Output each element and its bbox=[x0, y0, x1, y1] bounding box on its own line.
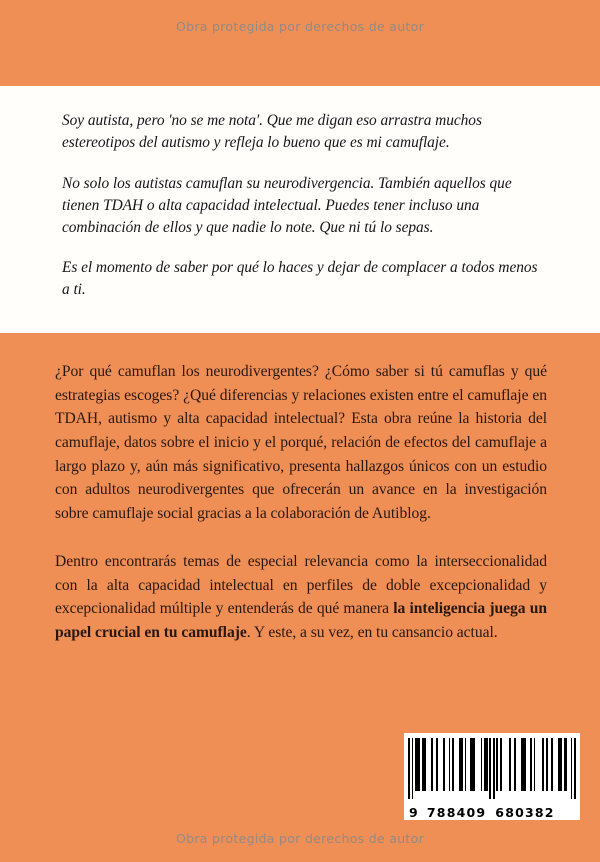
body-paragraph-1: ¿Por qué camuflan los neurodivergentes? ¿Cómo saber si tú camuflas y qué estrategias escoges? ¿Qué diferencias y relaciones existen entre el camuflaje en TDAH, autismo y alta capacidad intelectual? Esta obra reúne la historia del camuflaje, datos sobre el inicio y el porqué, relación de efectos del camuflaje a largo plazo y, aún más significativo, presenta hallazgos únicos con un estudio con adultos neurodivergentes que ofrecerán un avance en la investigación sobre camuflaje social gracias a la colaboración de Autiblog. bbox=[55, 363, 547, 523]
quote-paragraph-1: Soy autista, pero 'no se me nota'. Que me digan eso arrastra muchos estereotipos del autismo y refleja lo bueno que es mi camuflaje. bbox=[62, 112, 482, 151]
isbn-barcode bbox=[404, 733, 580, 820]
quote-panel-text bbox=[62, 110, 546, 301]
body-paragraph-2 bbox=[55, 550, 547, 645]
body-paragraph-2-lead: Dentro encontrarás temas de especial relevancia como la interseccionalidad con la alta capacidad intelectual en perfiles de doble excepcionalidad y excepcionalidad múltiple y entenderás de qué manera bbox=[55, 552, 547, 618]
barcode-group-left: 788409 bbox=[426, 804, 487, 820]
quote-paragraph-2: No solo los autistas camuflan su neurodivergencia. También aquellos que tienen TDAH o alta capacidad intelectual. Puedes tener incluso una combinación de ellos y que nadie lo note. Que ni tú lo sepas. bbox=[62, 174, 512, 236]
barcode-group-right: 680382 bbox=[495, 804, 555, 820]
barcode-bars bbox=[408, 738, 576, 799]
body-paragraph-2-emphasis: la inteligencia juega un papel crucial en tu camuflaje bbox=[55, 600, 547, 641]
back-cover-body-copy bbox=[55, 360, 547, 645]
body-paragraph-2-tail: . Y este, a su vez, en tu cansancio actual. bbox=[246, 623, 498, 641]
copyright-watermark-bottom: Obra protegida por derechos de autor bbox=[175, 831, 425, 846]
copyright-watermark-top: Obra protegida por derechos de autor bbox=[175, 19, 425, 34]
barcode-lead-digit: 9 bbox=[409, 804, 419, 820]
quote-paragraph-3: Es el momento de saber por qué lo haces y dejar de complacer a todos menos a ti. bbox=[62, 259, 538, 299]
quote-panel bbox=[0, 86, 600, 333]
barcode-digits bbox=[408, 799, 576, 819]
